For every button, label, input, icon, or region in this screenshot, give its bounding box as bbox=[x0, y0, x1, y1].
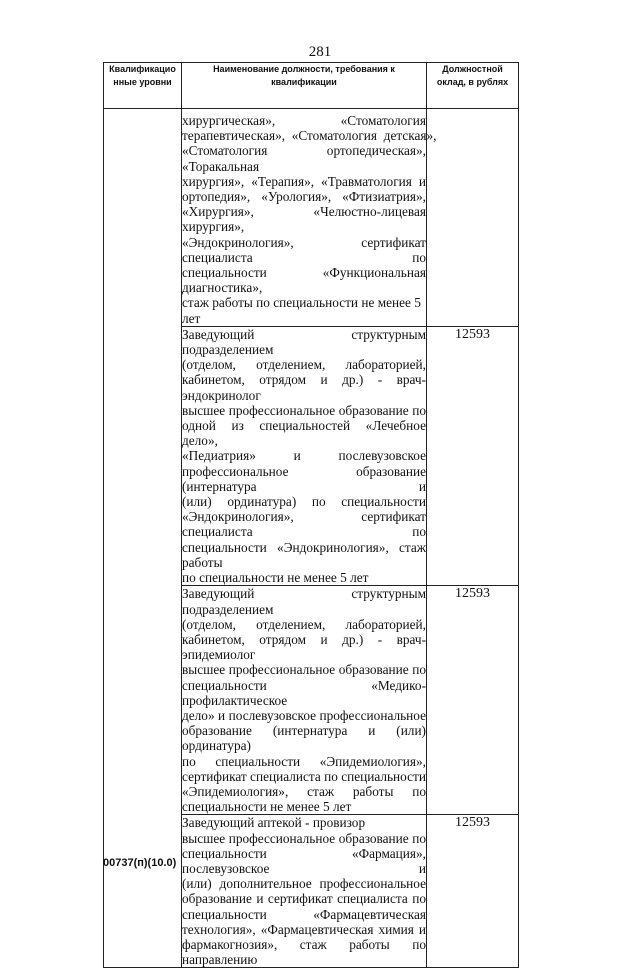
text-line: сертификат специалиста по специальности bbox=[182, 768, 426, 784]
text-line: хирургическая», «Стоматология bbox=[182, 113, 426, 128]
text-line: «Педиатрия» и послевузовское bbox=[182, 448, 426, 464]
text-line: специальности «Эндокринология», стаж работы bbox=[182, 539, 426, 570]
text-line: образование (интернатура и (или) ординатура) bbox=[182, 723, 426, 754]
text-line: «Эпидемиология», стаж работы по bbox=[182, 783, 426, 799]
salary-cell: 12593 bbox=[427, 815, 519, 968]
position-text-cell bbox=[182, 815, 427, 968]
salary-cell: 12593 bbox=[427, 326, 519, 585]
position-text-cell bbox=[182, 109, 437, 327]
header-position-requirements: Наименование должности, требования к квалификации bbox=[182, 63, 427, 109]
text-line: Заведующий структурным подразделением bbox=[182, 326, 426, 358]
page-number: 281 bbox=[308, 44, 332, 60]
text-line: образование и сертификат специалиста по bbox=[182, 891, 426, 907]
text-line: специальности «Функциональная диагностика», bbox=[182, 265, 426, 296]
position-text-cell bbox=[182, 326, 427, 585]
text-line: высшее профессиональное образование по bbox=[182, 830, 426, 846]
text-line: специальности «Медико-профилактическое bbox=[182, 677, 426, 708]
qualification-table bbox=[103, 62, 519, 968]
text-line: технология», «Фармацевтическая химия и bbox=[182, 921, 426, 937]
text-line: (или) ординатура) по специальности bbox=[182, 494, 426, 510]
text-line: по специальности «Эпидемиология», bbox=[182, 753, 426, 769]
table-header-row bbox=[104, 63, 519, 109]
text-line: хирургия», «Терапия», «Травматология и bbox=[182, 173, 426, 189]
text-line: стаж работы по специальности не менее 5 лет bbox=[182, 295, 421, 326]
text-line: профессиональное образование (интернатура и bbox=[182, 463, 426, 494]
text-line: высшее профессиональное образование по bbox=[182, 402, 426, 418]
text-line: специальности «Фармацевтическая bbox=[182, 906, 426, 922]
position-text-cell bbox=[182, 586, 427, 815]
text-line: одной из специальностей «Лечебное дело», bbox=[182, 418, 426, 449]
text-line: высшее профессиональное образование по bbox=[182, 662, 426, 678]
salary-cell bbox=[427, 109, 519, 327]
text-line: специальности не менее 5 лет bbox=[182, 799, 352, 815]
text-line: (отделом, отделением, лабораторией, bbox=[182, 616, 426, 632]
text-line: (или) дополнительное профессиональное bbox=[182, 876, 426, 892]
text-line: Заведующий структурным подразделением bbox=[182, 586, 426, 617]
header-qualification-levels: Квалификацио нные уровни bbox=[104, 63, 182, 109]
text-line: «Эндокринология», сертификат специалиста по bbox=[182, 234, 426, 265]
text-line: кабинетом, отрядом и др.) - врач-эпидемиолог bbox=[182, 631, 426, 663]
header-salary: Должностной оклад, в рублях bbox=[427, 63, 519, 109]
table-row bbox=[104, 109, 519, 327]
text-line: дело» и послевузовское профессиональное bbox=[182, 707, 426, 723]
text-line: терапевтическая», «Стоматология детская», bbox=[182, 128, 437, 144]
document-code: 00737(п)(10.0) bbox=[103, 857, 177, 869]
text-line: по специальности не менее 5 лет bbox=[182, 570, 369, 586]
salary-cell: 12593 bbox=[427, 586, 519, 815]
text-line: «Стоматология ортопедическая», «Торакальная bbox=[182, 143, 426, 174]
text-line: «Эндокринология», сертификат специалиста по bbox=[182, 509, 426, 540]
text-line: кабинетом, отрядом и др.) - врач-эндокринолог bbox=[182, 372, 426, 403]
text-line: ортопедия», «Урология», «Фтизиатрия», bbox=[182, 189, 426, 205]
text-line: специальности «Фармация», послевузовское и bbox=[182, 845, 426, 876]
qualification-level-cell bbox=[104, 109, 182, 968]
text-line: «Хирургия», «Челюстно-лицевая хирургия», bbox=[182, 204, 426, 235]
text-line: фармакогнозия», стаж работы по направлению bbox=[182, 936, 426, 968]
text-line: (отделом, отделением, лабораторией, bbox=[182, 357, 426, 373]
text-line: Заведующий аптекой - провизор bbox=[182, 815, 366, 831]
